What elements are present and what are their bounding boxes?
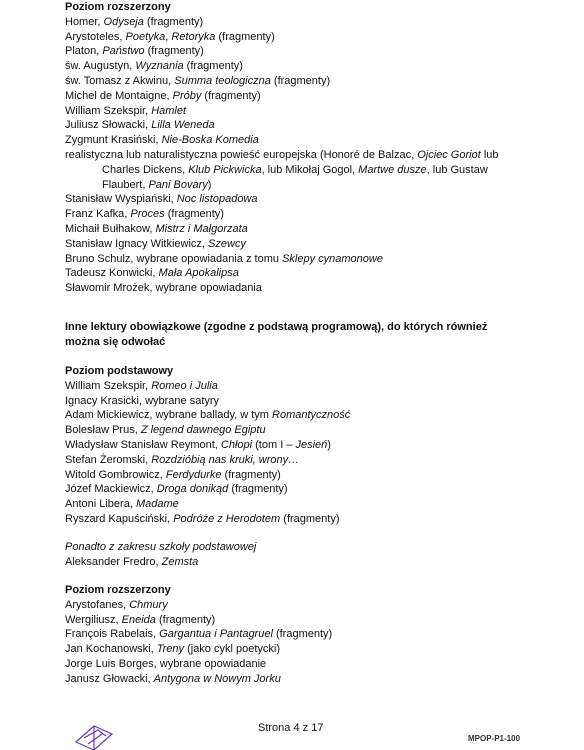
section-extended-2	[65, 583, 535, 687]
plain-text: (tom I –	[252, 438, 296, 451]
list-item	[65, 252, 535, 267]
plain-text: (jako cykl poetycki)	[184, 643, 281, 656]
document-code: MPOP-P1-100	[468, 734, 521, 743]
plain-text: Stefan Żeromski,	[65, 453, 152, 466]
section-heading: Ponadto z zakresu szkoły podstawowej	[65, 541, 257, 553]
title-text: Antygona w Nowym Jorku	[153, 672, 281, 685]
title-text: Sklepy cynamonowe	[282, 252, 383, 265]
reading-list	[65, 598, 535, 687]
list-item	[65, 104, 535, 119]
reading-list	[65, 555, 535, 570]
list-item	[65, 15, 535, 30]
list-item	[65, 266, 535, 281]
plain-text: )	[327, 438, 331, 451]
plain-text: Michel de Montaigne,	[65, 89, 173, 102]
list-item	[65, 222, 535, 237]
list-item	[65, 237, 535, 252]
title-text: Mistrz i Małgorzata	[155, 222, 248, 235]
plain-text: Tadeusz Konwicki,	[65, 267, 159, 280]
title-text: Proces	[130, 208, 165, 221]
title-text: Zemsta	[161, 555, 199, 568]
list-item-line	[65, 148, 535, 163]
reading-list	[65, 15, 535, 148]
plain-text: (fragmenty)	[272, 628, 333, 641]
section-heading: Poziom rozszerzony	[65, 1, 171, 13]
title-text: Ojciec Goriot	[417, 148, 481, 161]
title-text: Szewcy	[208, 237, 246, 250]
title-text: Romeo i Julia	[151, 379, 218, 392]
title-text: Eneida	[121, 613, 156, 626]
plain-text: św. Augustyn,	[65, 60, 136, 73]
list-item-line	[65, 163, 535, 178]
plain-text: )	[207, 178, 212, 191]
plain-text: (fragmenty)	[228, 483, 288, 496]
list-item	[65, 598, 535, 613]
title-text: Odyseja	[103, 15, 144, 28]
plain-text: (fragmenty)	[270, 74, 331, 87]
title-text: Próby	[172, 89, 202, 102]
title-text: Wyznania	[135, 60, 184, 73]
plain-text: (fragmenty)	[280, 512, 340, 525]
list-item	[65, 89, 535, 104]
title-text: Summa teologiczna	[174, 74, 271, 87]
list-item	[65, 44, 535, 59]
plain-text: Arystoteles,	[65, 30, 126, 43]
list-item	[65, 133, 535, 148]
title-text: Madame	[135, 498, 179, 511]
plain-text: Jorge Luis Borges, wybrane opowiadanie	[65, 657, 267, 670]
plain-text: Flaubert,	[102, 178, 149, 191]
plain-text: Ignacy Krasicki, wybrane satyry	[65, 394, 220, 407]
plain-text: Bruno Schulz, wybrane opowiadania z tomu	[65, 252, 283, 265]
plain-text: (fragmenty)	[201, 89, 261, 102]
section-primary-school	[65, 540, 535, 570]
list-item	[65, 613, 535, 628]
plain-text: (fragmenty)	[164, 208, 224, 221]
title-text: Poetyka	[125, 30, 166, 43]
list-item	[65, 59, 535, 74]
plain-text: realistyczna lub naturalistyczna powieść europejska (Honoré de Balzac,	[65, 148, 418, 161]
plain-text: (fragmenty)	[215, 30, 275, 43]
plain-text: Platon,	[65, 45, 103, 58]
plain-text: Wergiliusz,	[65, 613, 122, 626]
title-text: Romantyczność	[272, 409, 351, 422]
plain-text: Aleksander Fredro,	[65, 555, 162, 568]
list-item	[65, 512, 535, 527]
plain-text: Witold Gombrowicz,	[65, 468, 166, 481]
plain-text: Charles Dickens,	[102, 163, 189, 176]
list-item	[65, 30, 535, 45]
list-item	[65, 423, 535, 438]
section-extended-1	[65, 0, 535, 296]
list-item	[65, 627, 535, 642]
title-text: Hamlet	[151, 104, 187, 117]
plain-text: Franz Kafka,	[65, 208, 131, 221]
plain-text: (fragmenty)	[221, 468, 281, 481]
title-text: Mała Apokalipsa	[158, 267, 239, 280]
plain-text: Zygmunt Krasiński,	[65, 134, 162, 147]
section-heading: Poziom rozszerzony	[65, 584, 171, 596]
title-text: Klub Pickwicka	[188, 163, 262, 176]
realism-item	[65, 148, 535, 192]
title-text: Jesień	[295, 438, 328, 451]
plain-text: William Szekspir,	[65, 104, 152, 117]
plain-text: Homer,	[65, 15, 104, 28]
list-item-line	[65, 178, 535, 193]
other-readings-heading	[65, 320, 535, 350]
title-text: Chłopi	[220, 438, 253, 451]
title-text: Pani Bovary	[148, 178, 208, 191]
title-text: Ferdydurke	[165, 468, 222, 481]
plain-text: Janusz Głowacki,	[65, 672, 154, 685]
section-basic	[65, 364, 535, 527]
plain-text: Jan Kochanowski,	[65, 643, 157, 656]
plain-text: Adam Mickiewicz, wybrane ballady, w tym	[65, 409, 273, 422]
title-text: Treny	[156, 643, 185, 656]
plain-text: Stanisław Ignacy Witkiewicz,	[65, 237, 209, 250]
plain-text: ,	[165, 30, 172, 43]
reading-list	[65, 192, 535, 296]
plain-text: Antoni Libera,	[65, 498, 136, 511]
section-heading: Poziom podstawowy	[65, 365, 174, 377]
plain-text: (fragmenty)	[144, 45, 204, 58]
list-item	[65, 657, 535, 672]
plain-text: (fragmenty)	[143, 15, 204, 28]
logo-strokes	[76, 726, 112, 750]
list-item	[65, 281, 535, 296]
list-item	[65, 192, 535, 207]
title-text: Lilla Weneda	[151, 119, 215, 132]
plain-text: Sławomir Mrożek, wybrane opowiadania	[65, 282, 262, 295]
list-item	[65, 207, 535, 222]
plain-text: Bolesław Prus,	[65, 424, 141, 437]
title-text: Nie-Boska Komedia	[161, 134, 259, 147]
list-item	[65, 118, 535, 133]
title-text: Rozdzióbią nas kruki, wrony…	[151, 453, 300, 466]
list-item	[65, 74, 535, 89]
title-text: Martwe dusze	[358, 163, 427, 176]
title-text: Podróże z Herodotem	[173, 512, 281, 525]
list-item	[65, 394, 535, 409]
reading-list	[65, 379, 535, 527]
list-item	[65, 408, 535, 423]
plain-text: Józef Mackiewicz,	[65, 483, 157, 496]
list-item	[65, 438, 535, 453]
plain-text: , lub Mikołaj Gogol,	[261, 163, 359, 176]
title-text: Państwo	[102, 45, 145, 58]
page-number: Strona 4 z 17	[258, 722, 324, 734]
list-item	[65, 497, 535, 512]
list-item	[65, 672, 535, 687]
plain-text: (fragmenty)	[155, 613, 216, 626]
plain-text: Arystofanes,	[65, 598, 130, 611]
title-text: Z legend dawnego Egiptu	[140, 424, 266, 437]
plain-text: św. Tomasz z Akwinu,	[65, 74, 175, 87]
plain-text: Władysław Stanisław Reymont,	[65, 438, 221, 451]
page-footer	[0, 720, 584, 750]
cke-logo-icon	[72, 720, 126, 750]
plain-text: , lub Gustaw	[426, 163, 488, 176]
plain-text: William Szekspir,	[65, 379, 152, 392]
plain-text: Juliusz Słowacki,	[65, 119, 152, 132]
plain-text: (fragmenty)	[183, 60, 243, 73]
plain-text: Michaił Bułhakow,	[65, 222, 156, 235]
heading-line: Inne lektury obowiązkowe (zgodne z podstawą programową), do których również	[65, 321, 488, 333]
list-item	[65, 555, 535, 570]
plain-text: François Rabelais,	[65, 628, 160, 641]
list-item	[65, 453, 535, 468]
plain-text: Ryszard Kapuściński,	[65, 512, 174, 525]
title-text: Gargantua i Pantagruel	[159, 628, 273, 641]
list-item	[65, 482, 535, 497]
title-text: Noc listopadowa	[176, 193, 258, 206]
heading-line: można się odwołać	[65, 335, 166, 348]
title-text: Droga donikąd	[156, 483, 229, 496]
title-text: Retoryka	[171, 30, 216, 43]
list-item	[65, 468, 535, 483]
list-item	[65, 379, 535, 394]
title-text: Chmury	[129, 598, 168, 611]
list-item	[65, 642, 535, 657]
plain-text: lub	[480, 148, 499, 161]
plain-text: Stanisław Wyspiański,	[65, 193, 177, 206]
